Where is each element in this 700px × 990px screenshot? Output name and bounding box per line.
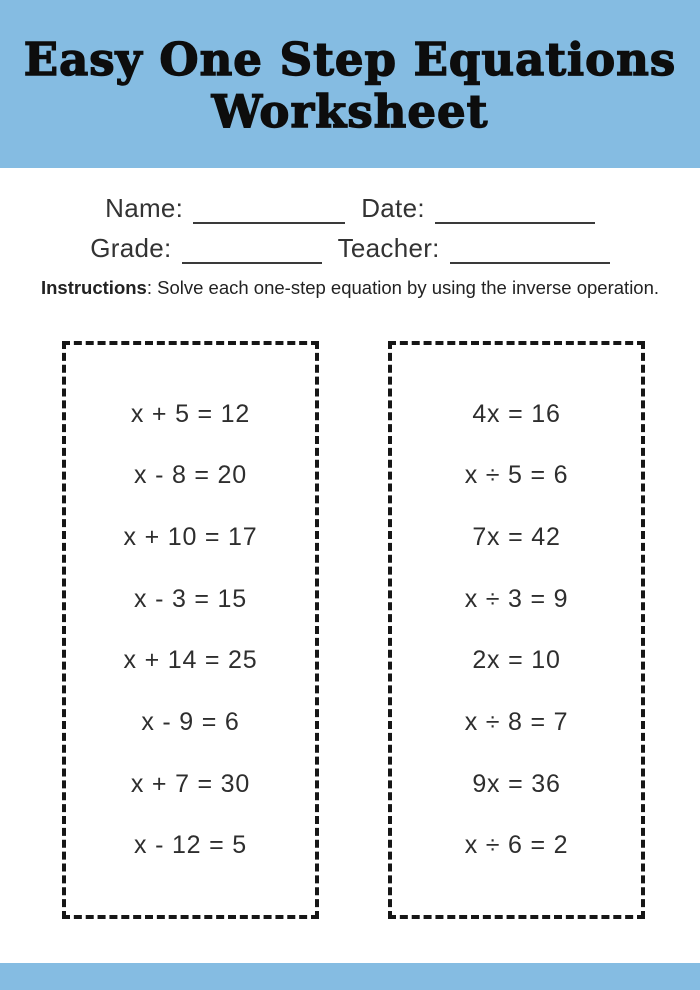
footer-band <box>0 963 700 990</box>
equation: x - 9 = 6 <box>141 707 240 736</box>
instructions-text <box>35 274 665 301</box>
name-date-line <box>0 184 700 224</box>
equation: x - 12 = 5 <box>134 831 247 860</box>
problems-box-right <box>388 341 645 919</box>
equation: x ÷ 8 = 7 <box>464 707 569 736</box>
equation: x + 10 = 17 <box>123 522 258 551</box>
header-banner <box>0 0 700 168</box>
page-title-line-1: Easy One Step Equations <box>23 33 677 86</box>
instructions-body: : Solve each one-step equation by using the inverse operation. <box>146 277 660 298</box>
problems-box-left <box>62 341 319 919</box>
equation: 9x = 36 <box>472 769 561 798</box>
equation: x ÷ 5 = 6 <box>464 461 569 490</box>
teacher-label: Teacher: <box>337 233 440 263</box>
equation: 7x = 42 <box>472 522 561 551</box>
equation: 2x = 10 <box>472 646 561 675</box>
equation: x ÷ 6 = 2 <box>464 831 569 860</box>
page-title-line-2: Worksheet <box>211 85 489 138</box>
equation: x - 3 = 15 <box>134 584 247 613</box>
equation: 4x = 16 <box>472 399 561 428</box>
student-info-section <box>0 184 700 264</box>
grade-blank-line <box>182 234 322 264</box>
grade-teacher-line <box>0 224 700 264</box>
teacher-blank-line <box>450 234 610 264</box>
instructions-label: Instructions <box>40 277 147 298</box>
grade-label: Grade: <box>90 233 172 263</box>
name-blank-line <box>193 194 345 224</box>
equation: x + 14 = 25 <box>123 646 258 675</box>
equation: x ÷ 3 = 9 <box>464 584 569 613</box>
equation: x + 5 = 12 <box>130 399 251 428</box>
name-label: Name: <box>105 193 184 223</box>
equation: x - 8 = 20 <box>134 461 247 490</box>
date-blank-line <box>435 194 595 224</box>
date-label: Date: <box>361 193 425 223</box>
equation: x + 7 = 30 <box>130 769 251 798</box>
